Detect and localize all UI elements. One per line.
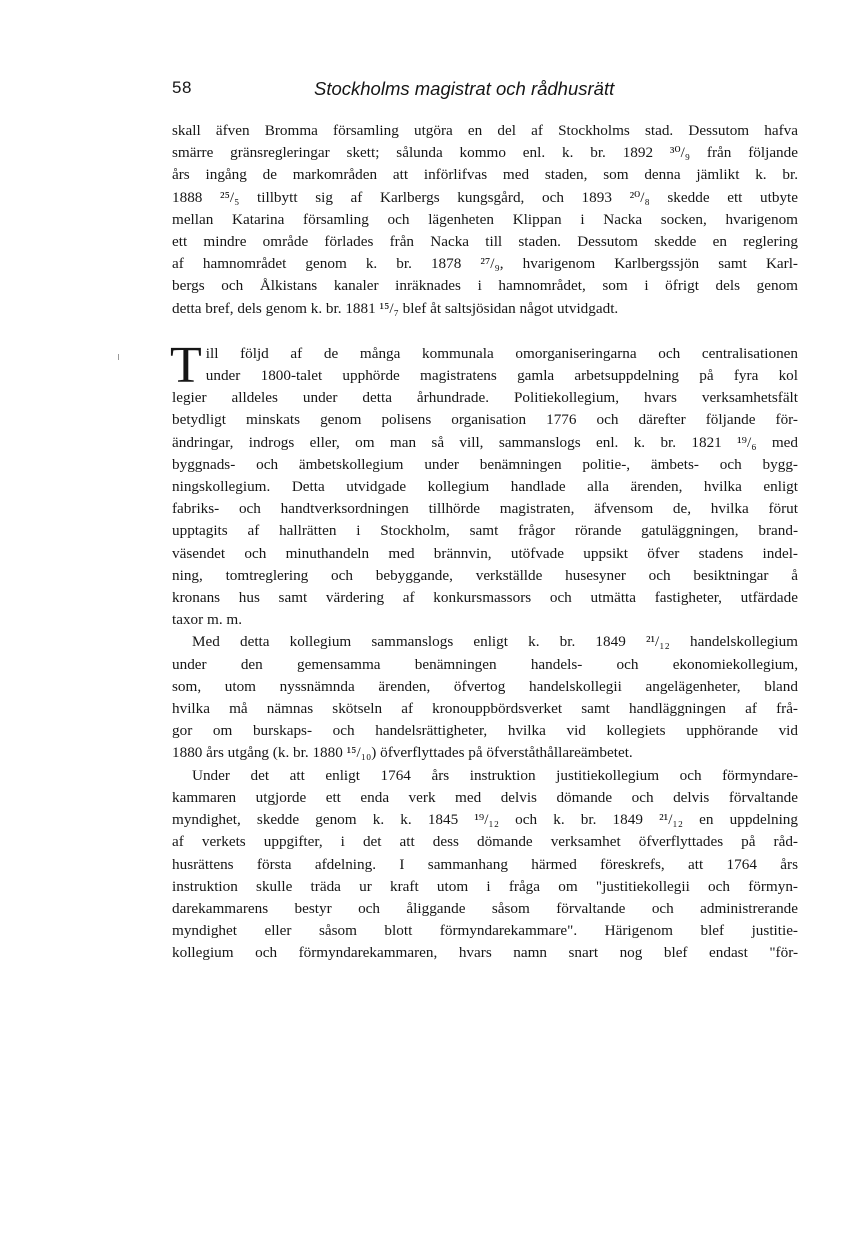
drop-cap: T (170, 336, 202, 394)
text-line: 1880 års utgång (k. br. 1880 ¹⁵/₁₀) öfverflyttades på öfverståthållareämbetet. (172, 744, 633, 762)
text-line: fabriks- och handtverksordningen tillhörde magistraten, äfvensom de, hvilka förut (172, 500, 798, 518)
text-line: detta bref, dels genom k. br. 1881 ¹⁵/₇ blef åt saltsjösidan något utvidgadt. (172, 299, 619, 317)
text-line: husrättens första afdelning. I sammanhang härmed föreskrefs, att 1764 års (172, 855, 798, 873)
text-line: kammaren utgjorde ett enda verk med delvis dömande och delvis förvaltande (172, 788, 798, 806)
paragraph (172, 120, 798, 320)
text-line: hvilka må nämnas skötseln af kronouppbördsverket samt handläggningen af frå- (172, 700, 798, 718)
text-line: bergs och Ålkistans kanaler inräknades i hamnområdet, som i öfrigt dels genom (172, 277, 798, 295)
text-line: Med detta kollegium sammanslogs enligt k. br. 1849 ²¹/₁₂ handelskollegium (192, 633, 798, 651)
text-line: af verkets uppgifter, i det att dess dömande verksamhet öfverflyttades på råd- (172, 833, 798, 851)
text-line: väsendet och minuthandeln med brännvin, utöfvade uppsikt öfver stadens indel- (172, 544, 798, 562)
paragraph (172, 765, 798, 965)
text-line: ningskollegium. Detta utvidgade kollegium handlade alla ärenden, hvilka enligt (172, 478, 798, 496)
text-line: kollegium och förmyndarekammaren, hvars namn snart nog blef endast "för- (172, 944, 798, 962)
paragraph (172, 631, 798, 764)
text-line: ett mindre område förlades från Nacka till staden. Dessutom skedde en reglering (172, 233, 798, 251)
text-line: instruktion skulle träda ur kraft utom i fråga om "justitiekollegii och förmyn- (172, 877, 798, 895)
text-line: Under det att enligt 1764 års instruktion justitiekollegium och förmyndare- (192, 766, 798, 784)
margin-mark (118, 354, 119, 360)
text-line: byggnads- och ämbetskollegium under benämningen politie-, ämbets- och bygg- (172, 455, 798, 473)
text-line: legier alldeles under detta århundrade. Politiekollegium, hvars verksamhetsfält (172, 389, 798, 407)
page-header (172, 78, 798, 108)
text-line: under den gemensamma benämningen handels- och ekonomiekollegium, (172, 655, 798, 673)
text-line: ill följd af de många kommunala omorganiseringarna och centralisationen (205, 344, 798, 362)
text-line: upptagits af hallrätten i Stockholm, samt frågor rörande gatuläggningen, brand- (172, 522, 798, 540)
text-line: gor om burskaps- och handelsrättigheter, hvilka vid kollegiets upphörande vid (172, 722, 798, 740)
page-number: 58 (172, 78, 192, 97)
text-line: 1888 ²⁵/₅ tillbytt sig af Karlbergs kungsgård, och 1893 ²⁰/₈ skedde ett utbyte (172, 188, 798, 206)
text-line: myndighet eller såsom blott förmyndarekammare". Härigenom blef justitie- (172, 922, 798, 940)
text-line: af hamnområdet genom k. br. 1878 ²⁷/₉, hvarigenom Karlbergssjön samt Karl- (172, 255, 798, 273)
running-title: Stockholms magistrat och rådhusrätt (314, 78, 615, 99)
body-text (172, 120, 798, 965)
text-line: skall äfven Bromma församling utgöra en del af Stockholms stad. Dessutom hafva (172, 122, 798, 139)
text-line: som, utom nyssnämnda ärenden, öfvertog handelskollegii angelägenheter, bland (172, 677, 798, 695)
text-line: betydligt minskats genom polisens organisation 1776 och därefter följande för- (172, 411, 798, 429)
text-line: myndighet, skedde genom k. k. 1845 ¹⁹/₁₂ och k. br. 1849 ²¹/₁₂ en uppdelning (172, 811, 798, 829)
text-line: taxor m. m. (172, 611, 243, 629)
text-line: års ingång de markområden att införlifvas med staden, som denna jämlikt k. br. (172, 166, 798, 184)
text-line: darekammarens bestyr och åliggande såsom förvaltande och administrerande (172, 899, 798, 917)
text-line: smärre gränsregleringar skett; sålunda kommo enl. k. br. 1892 ³⁰/₉ från följande (172, 144, 798, 162)
text-line: ändringar, indrogs eller, om man så vill, sammanslogs enl. k. br. 1821 ¹⁹/₆ med (172, 433, 798, 451)
text-line: under 1800-talet upphörde magistratens gamla arbetsuppdelning på fyra kol (205, 367, 798, 385)
text-line: ning, tomtreglering och bebyggande, verkställde husesyner och besiktningar å (172, 566, 798, 584)
paragraph (170, 336, 798, 632)
text-line: kronans hus samt värdering af konkursmassors och utmätta fastigheter, utfärdade (172, 589, 798, 607)
book-page (172, 78, 798, 965)
text-line: mellan Katarina församling och lägenheten Klippan i Nacka socken, hvarigenom (172, 210, 798, 228)
